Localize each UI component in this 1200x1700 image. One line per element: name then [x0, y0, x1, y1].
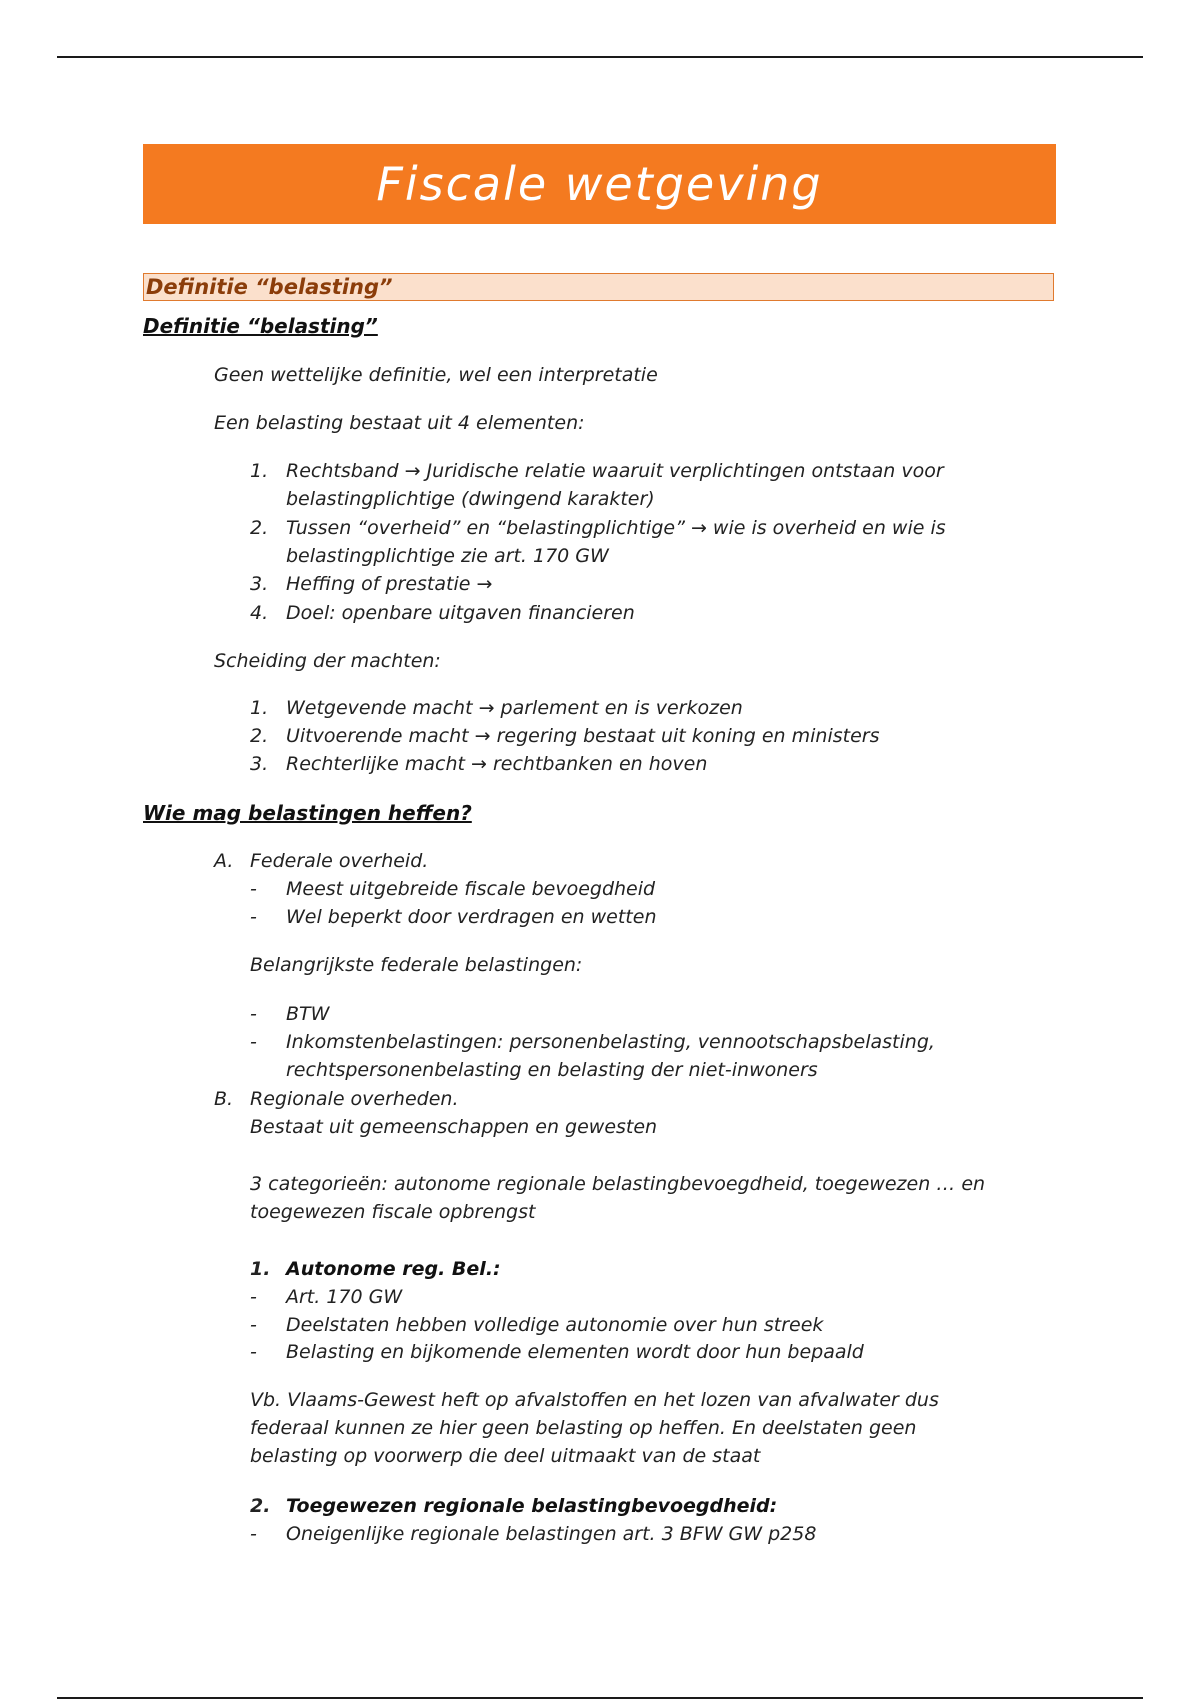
list-item: Uitvoerende macht → regering bestaat uit koning en ministers	[286, 725, 880, 747]
powers-intro: Scheiding der machten:	[214, 650, 441, 672]
list-item: Deelstaten hebben volledige autonomie over hun streek	[286, 1314, 824, 1336]
list-item: Heffing of prestatie →	[286, 573, 493, 595]
list-letter: B.	[214, 1088, 234, 1110]
definition-intro: Geen wettelijke definitie, wel een interpretatie	[214, 364, 658, 386]
assigned-title: Toegewezen regionale belastingbevoegdheid:	[286, 1495, 778, 1517]
autonomous-title: Autonome reg. Bel.:	[286, 1258, 501, 1280]
list-number: 3.	[250, 573, 269, 595]
bullet-dash: -	[250, 1031, 257, 1053]
list-item: Wel beperkt door verdragen en wetten	[286, 906, 657, 928]
bullet-dash: -	[250, 1003, 257, 1025]
example-text: federaal kunnen ze hier geen belasting op heffen. En deelstaten geen	[250, 1417, 917, 1439]
categories-text: 3 categorieën: autonome regionale belastingbevoegdheid, toegewezen … en	[250, 1173, 986, 1195]
section-heading-box-text: Definitie “belasting”	[146, 275, 393, 299]
list-item: BTW	[286, 1003, 330, 1025]
example-text: belasting op voorwerp die deel uitmaakt van de staat	[250, 1445, 761, 1467]
subsection-number: 2.	[250, 1495, 271, 1517]
list-number: 2.	[250, 517, 269, 539]
list-item: Belasting en bijkomende elementen wordt door hun bepaald	[286, 1341, 864, 1363]
bullet-dash: -	[250, 1286, 257, 1308]
taxing-authority-heading: Wie mag belastingen heffen?	[143, 801, 472, 825]
definition-subheading: Definitie “belasting”	[143, 314, 378, 338]
example-text: Vb. Vlaams-Gewest heft op afvalstoffen en het lozen van afvalwater dus	[250, 1389, 939, 1411]
regional-subtitle: Bestaat uit gemeenschappen en gewesten	[250, 1116, 658, 1138]
list-item-continuation: rechtspersonenbelasting en belasting der niet-inwoners	[286, 1059, 818, 1081]
bullet-dash: -	[250, 878, 257, 900]
list-number: 2.	[250, 725, 269, 747]
bullet-dash: -	[250, 1523, 257, 1545]
list-letter: A.	[214, 850, 234, 872]
list-item: Art. 170 GW	[286, 1286, 403, 1308]
elements-intro: Een belasting bestaat uit 4 elementen:	[214, 412, 585, 434]
list-number: 1.	[250, 460, 269, 482]
list-item-continuation: belastingplichtige (dwingend karakter)	[286, 488, 655, 510]
bullet-dash: -	[250, 1341, 257, 1363]
regional-title: Regionale overheden.	[250, 1088, 459, 1110]
list-item: Oneigenlijke regionale belastingen art. 3 BFW GW p258	[286, 1523, 817, 1545]
categories-text-continuation: toegewezen fiscale opbrengst	[250, 1201, 536, 1223]
list-item: Meest uitgebreide fiscale bevoegdheid	[286, 878, 656, 900]
bullet-dash: -	[250, 1314, 257, 1336]
list-item-continuation: belastingplichtige zie art. 170 GW	[286, 545, 609, 567]
list-item: Rechtsband → Juridische relatie waaruit verplichtingen ontstaan voor	[286, 460, 944, 482]
list-item: Doel: openbare uitgaven financieren	[286, 602, 635, 624]
title-banner	[143, 144, 1056, 224]
list-item: Rechterlijke macht → rechtbanken en hoven	[286, 753, 708, 775]
section-heading-box	[143, 273, 1054, 301]
list-item: Tussen “overheid” en “belastingplichtige” → wie is overheid en wie is	[286, 517, 946, 539]
list-item: Wetgevende macht → parlement en is verkozen	[286, 697, 743, 719]
bottom-rule	[57, 1697, 1143, 1699]
subsection-number: 1.	[250, 1258, 271, 1280]
list-number: 1.	[250, 697, 269, 719]
bullet-dash: -	[250, 906, 257, 928]
main-taxes-intro: Belangrijkste federale belastingen:	[250, 954, 583, 976]
top-rule	[57, 56, 1143, 58]
list-number: 3.	[250, 753, 269, 775]
page-title: Fiscale wetgeving	[376, 157, 823, 211]
list-item: Inkomstenbelastingen: personenbelasting, vennootschapsbelasting,	[286, 1031, 935, 1053]
federal-title: Federale overheid.	[250, 850, 429, 872]
list-number: 4.	[250, 602, 269, 624]
